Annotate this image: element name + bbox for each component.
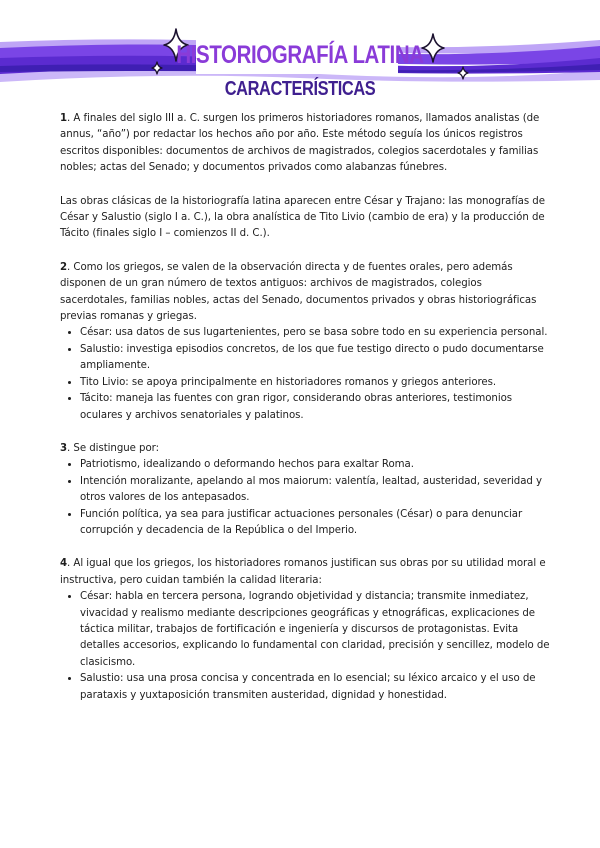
section-2-intro: 2. Como los griegos, se valen de la observación directa y de fuentes orales, pero además disponen de un gran número de textos antiguos: archivos de magistrados, colegios sacerdotales, familias nobles, actas del Senado, documentos privados y obras historiográficas previas romanas y griegas. xyxy=(60,261,537,323)
section-1-intro: 1. A finales del siglo III a. C. surgen los primeros historiadores romanos, llamados analistas (de annus, “año”) por redactar los hechos año por año. Este método seguía los únicos registros escritos disponibles: documentos de archivos de magistrados, colegios sacerdotales y familias nobles; actas del Senado; y documentos privados como alabanzas fúnebres. xyxy=(60,113,540,174)
page-title: HISTORIOGRAFÍA LATINA xyxy=(176,41,424,69)
page-subtitle: CARACTERÍSTICAS xyxy=(224,78,376,100)
section-number: 3 xyxy=(60,442,68,454)
list-item: • Tácito: maneja las fuentes con gran rigor, considerando obras anteriores, testimonios oculares y archivos senatoriales y palatinos. xyxy=(80,391,552,424)
section-2-list xyxy=(60,325,552,423)
section-3-intro: 3. Se distingue por: xyxy=(60,442,160,454)
section-number: 4 xyxy=(60,558,68,570)
section-number: 1 xyxy=(60,113,68,124)
list-item: • Intención moralizante, apelando al mos maiorum: valentía, lealtad, austeridad, severidad y otros valores de los antepasados. xyxy=(80,474,552,507)
list-item: • Salustio: usa una prosa concisa y concentrada en lo esencial; su léxico arcaico y el uso de parataxis y yuxtaposición transmiten austeridad, dignidad y honestidad. xyxy=(80,671,552,704)
list-item: • Salustio: investiga episodios concretos, de los que fue testigo directo o pudo documentarse ampliamente. xyxy=(80,342,552,375)
header-banner xyxy=(0,0,600,110)
list-item: • Patriotismo, idealizando o deformando hechos para exaltar Roma. xyxy=(80,457,552,473)
section-4-list xyxy=(60,589,552,704)
list-item: • Función política, ya sea para justificar actuaciones personales (César) o para denunciar corrupción y decadencia de la República o del Imperio. xyxy=(80,507,552,540)
section-1-paragraph: Las obras clásicas de la historiografía latina aparecen entre César y Trajano: las monografías de César y Salustio (siglo I a. C.), la obra analística de Tito Livio (cambio de era) y la producción de Tácito (finales siglo I – comienzos II d. C.). xyxy=(60,195,545,240)
document-body xyxy=(60,111,552,704)
section-4-intro: 4. Al igual que los griegos, los historiadores romanos justifican sus obras por su utilidad moral e instructiva, pero cuidan también la calidad literaria: xyxy=(60,558,546,586)
list-item: • Tito Livio: se apoya principalmente en historiadores romanos y griegos anteriores. xyxy=(80,375,552,391)
section-3-list xyxy=(60,457,552,539)
section-number: 2 xyxy=(60,261,68,273)
list-item: • César: usa datos de sus lugartenientes, pero se basa sobre todo en su experiencia personal. xyxy=(80,325,552,341)
list-item: • César: habla en tercera persona, logrando objetividad y distancia; transmite inmediatez, vivacidad y realismo mediante descripciones geográficas y etnográficas, explicaciones de táctica militar, trabajos de fortificación e ingeniería y discursos de protagonistas. Evita detalles accesorios, explicando lo fundamental con claridad, precisión y sencillez, modelo de clasicismo. xyxy=(80,589,552,671)
